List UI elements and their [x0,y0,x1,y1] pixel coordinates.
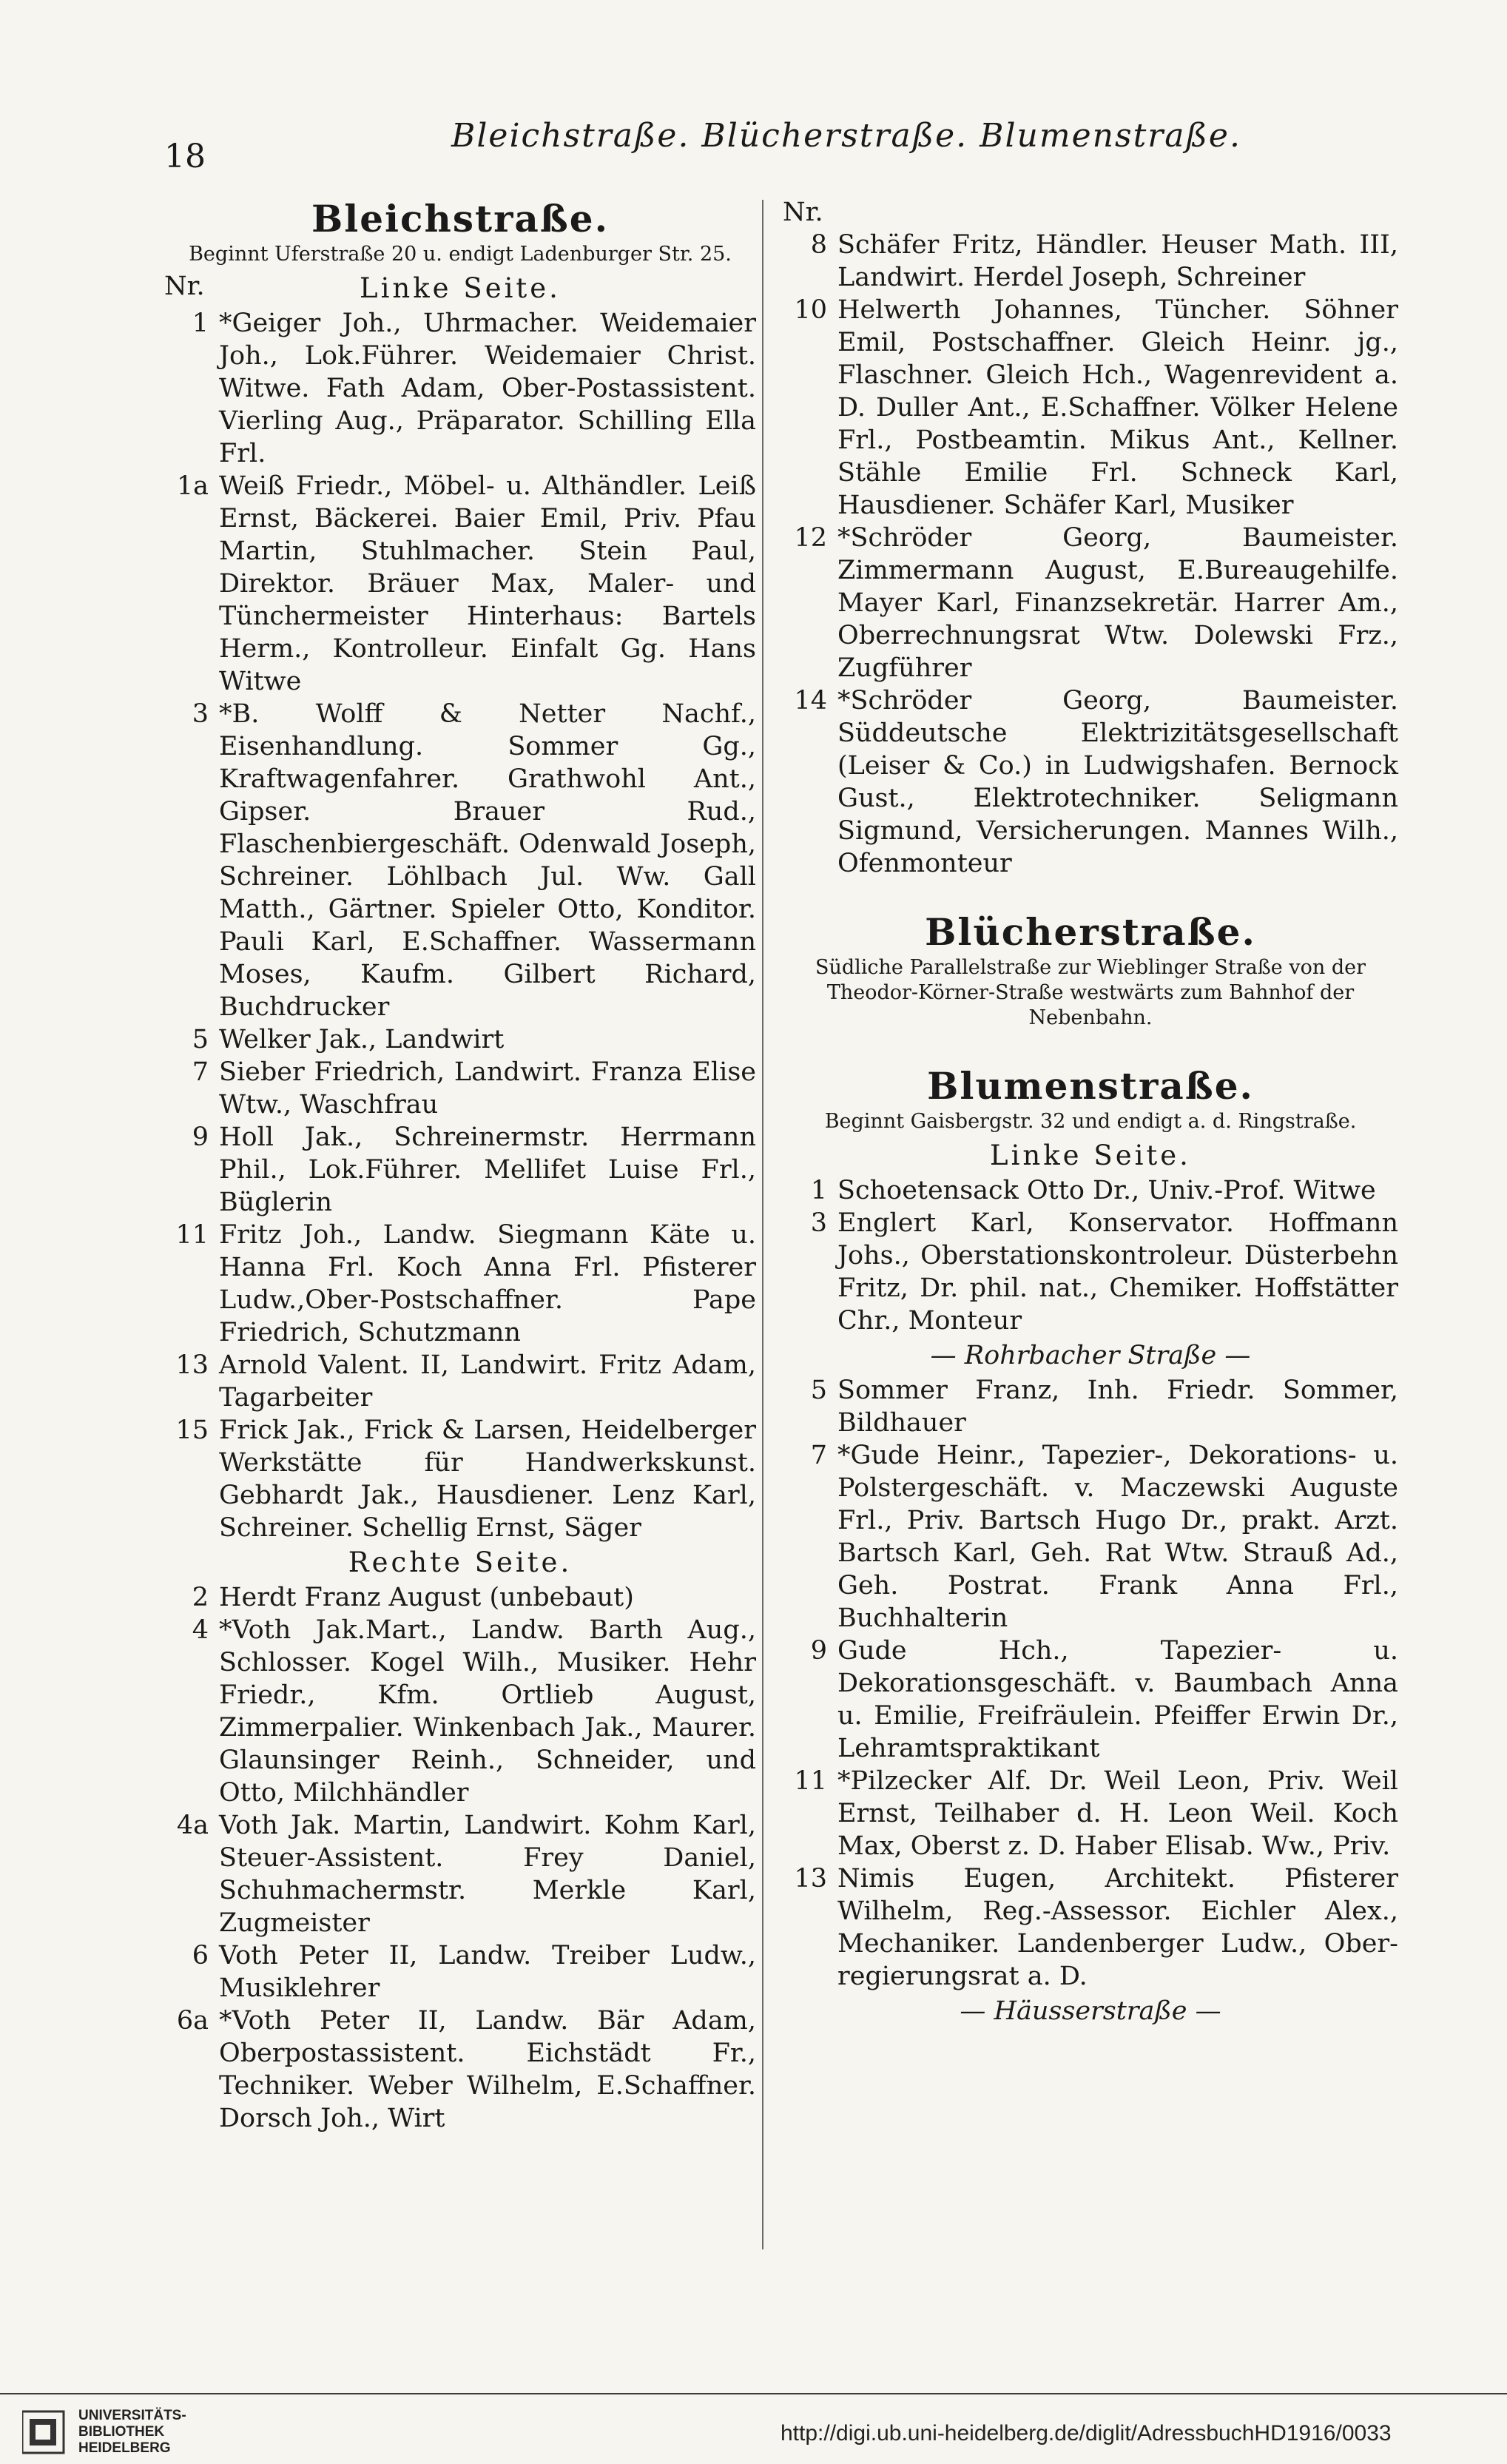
resident-text: Voth Peter II, Landw. Treiber Ludw., Musiklehrer [219,1941,756,2003]
list-item [783,1862,1398,1993]
entry-list-right-side [164,1581,756,2135]
resident-text: Frick Jak., Frick & Larsen, Heidelberger Werkstätte für Handwerkskunst. Gebhardt Jak., Hausdiener. Lenz Karl, Schreiner. Schellig Ernst, Säger [219,1416,756,1543]
house-number: 11 [175,1220,209,1250]
house-number: 1 [810,1176,827,1205]
house-number: 6a [176,2006,209,2036]
list-item [783,1374,1398,1439]
house-number: 5 [192,1025,209,1054]
resident-text: Fritz Joh., Landw. Siegmann Käte u. Hanna Frl. Koch Anna Frl. Pfisterer Ludw.,Ober-Postschaffner. Pape Friedrich, Schutzmann [219,1220,756,1347]
list-item [164,1939,756,2004]
resident-text: Sieber Friedrich, Landwirt. Franza Elise Wtw., Waschfrau [219,1057,756,1120]
house-number: 1 [192,309,209,338]
list-item [783,229,1398,294]
cross-street: — Häusserstraße — [960,1996,1221,2026]
house-number: 7 [192,1057,209,1087]
side-label-left: Linke Seite. [990,1140,1191,1171]
resident-text: Nimis Eugen, Architekt. Pfisterer Wilhelm, Reg.-Assessor. Eichler Alex., Mechaniker. Landenberger Ludw., Ober-regierungsrat a. D. [837,1864,1398,1991]
house-number: 3 [810,1208,827,1238]
house-number: 9 [192,1122,209,1152]
resident-text: *Gude Heinr., Tapezier-, Dekorations- u. Polstergeschäft. v. Maczewski Auguste Frl., Priv. Bartsch Hugo Dr., prakt. Arzt. Bartsch Karl, Geh. Rat Wtw. Strauß Ad., Geh. Postrat. Frank Anna Frl., Buchhalterin [837,1441,1398,1633]
house-number: 1a [176,471,209,501]
list-item [164,1614,756,1809]
list-item [783,522,1398,684]
house-number: 8 [810,230,827,260]
list-item [164,1121,756,1219]
list-item [783,684,1398,880]
list-item [783,1207,1398,1337]
cross-street: — Rohrbacher Straße — [930,1341,1251,1370]
list-item [783,1439,1398,1635]
house-number: 10 [794,295,827,325]
resident-text: Englert Karl, Konservator. Hoffmann Johs., Oberstationskontroleur. Düsterbehn Fritz, Dr. phil. nat., Chemiker. Hoffstätter Chr., Monteur [837,1208,1398,1336]
nr-label: Nr. [164,272,205,301]
footer-rule [0,2393,1507,2394]
entry-list-left-side [164,307,756,1544]
list-item [783,1174,1398,1207]
resident-text: Welker Jak., Landwirt [219,1025,505,1054]
house-number: 14 [794,686,827,716]
resident-text: Helwerth Johannes, Tüncher. Söhner Emil, Postschaffner. Gleich Heinr. jg., Flaschner. Gleich Hch., Wagenrevident a. D. Duller Ant., E.Schaffner. Völker Helene Frl., Postbeamtin. Mikus Ant., Kellner. Stähle Emilie Frl. Schneck Karl, Hausdiener. Schäfer Karl, Musiker [837,295,1398,520]
resident-text: *Pilzecker Alf. Dr. Weil Leon, Priv. Weil Ernst, Teilhaber d. H. Leon Weil. Koch Max, Oberst z. D. Haber Elisab. Ww., Priv. [837,1766,1398,1861]
house-number: 11 [794,1766,827,1796]
house-number: 2 [192,1583,209,1612]
house-number: 5 [810,1376,827,1405]
house-number: 13 [175,1350,209,1380]
house-number: 9 [810,1636,827,1666]
nr-label: Nr. [783,198,823,227]
resident-text: *B. Wolff & Netter Nachf., Eisenhandlung. Sommer Gg., Kraftwagenfahrer. Grathwohl Ant., Gipser. Brauer Rud., Flaschenbiergeschäft. Odenwald Joseph, Schreiner. Löhlbach Jul. Ww. Gall Matth., Gärtner. Spieler Otto, Konditor. Pauli Karl, E.Schaffner. Wassermann Moses, Kaufm. Gilbert Richard, Buchdrucker [219,699,756,1022]
house-number: 4a [176,1811,209,1840]
side-label-right: Rechte Seite. [348,1546,573,1578]
running-head: Bleichstraße. Blücherstraße. Blumenstraße. [451,117,1241,155]
column-divider [762,200,763,2249]
resident-text: Schoetensack Otto Dr., Univ.-Prof. Witwe [837,1176,1376,1205]
right-column [783,196,1398,2030]
list-item [164,1349,756,1414]
resident-text: *Voth Peter II, Landw. Bär Adam, Oberpostassistent. Eichstädt Fr., Techniker. Weber Wilhelm, E.Schaffner. Dorsch Joh., Wirt [219,2006,756,2133]
resident-text: Holl Jak., Schreinermstr. Herrmann Phil., Lok.Führer. Mellifet Luise Frl., Büglerin [219,1122,756,1217]
resident-text: Arnold Valent. II, Landwirt. Fritz Adam, Tagarbeiter [219,1350,756,1413]
list-item [164,698,756,1023]
library-name: UNIVERSITÄTS- BIBLIOTHEK HEIDELBERG [78,2408,186,2456]
list-item [783,294,1398,522]
resident-text: Weiß Friedr., Möbel- u. Althändler. Leiß Ernst, Bäckerei. Baier Emil, Priv. Pfau Martin, Stuhlmacher. Stein Paul, Direktor. Bräuer Max, Maler- und Tünchermeister Hinterhaus: Bartels Herm., Kontrolleur. Einfalt Gg. Hans Witwe [219,471,756,696]
resident-text: Schäfer Fritz, Händler. Heuser Math. III, Landwirt. Herdel Joseph, Schreiner [837,230,1398,292]
house-number: 13 [794,1864,827,1894]
resident-text: Voth Jak. Martin, Landwirt. Kohm Karl, Steuer-Assistent. Frey Daniel, Schuhmachermstr. Merkle Karl, Zugmeister [219,1811,756,1938]
list-item [783,1635,1398,1765]
entry-list-continued [783,229,1398,880]
list-item [164,470,756,698]
resident-text: Gude Hch., Tapezier- u. Dekorationsgeschäft. v. Baumbach Anna u. Emilie, Freifräulein. Pfeiffer Erwin Dr., Lehramtspraktikant [837,1636,1398,1763]
list-item [164,1809,756,1939]
resident-text: Sommer Franz, Inh. Friedr. Sommer, Bildhauer [837,1376,1398,1438]
house-number: 4 [192,1615,209,1645]
resident-text: Herdt Franz August (unbebaut) [219,1583,634,1612]
house-number: 12 [794,523,827,553]
list-item [164,1219,756,1349]
house-number: 6 [192,1941,209,1970]
side-label-left: Linke Seite. [360,272,561,304]
list-item [164,1414,756,1544]
resident-text: *Geiger Joh., Uhrmacher. Weidemaier Joh., Lok.Führer. Weidemaier Christ. Witwe. Fath Adam, Ober-Postassistent. Vierling Aug., Präparator. Schilling Ella Frl. [219,309,756,468]
source-url[interactable]: http://digi.ub.uni-heidelberg.de/diglit/AdressbuchHD1916/0033 [781,2421,1392,2446]
house-number: 7 [810,1441,827,1470]
street-title-bluecherstrasse: Blücherstraße. [925,910,1256,954]
list-item [783,1765,1398,1862]
list-item [164,1023,756,1056]
resident-text: *Voth Jak.Mart., Landw. Barth Aug., Schlosser. Kogel Wilh., Musiker. Hehr Friedr., Kfm. Ortlieb August, Zimmerpalier. Winkenbach Jak., Maurer. Glaunsinger Reinh., Schneider, und Otto, Milchhändler [219,1615,756,1808]
list-item [164,307,756,470]
list-item [164,2004,756,2135]
street-description: Beginnt Gaisbergstr. 32 und endigt a. d. Ringstraße. [824,1110,1357,1133]
house-number: 15 [175,1416,209,1445]
entry-list-blumen-b [783,1374,1398,1993]
house-number: 3 [192,699,209,729]
street-description: Südliche Parallelstraße zur Wieblinger Straße von der Theodor-Körner-Straße westwärts zum Bahnhof der Nebenbahn. [815,956,1366,1029]
left-column [164,196,756,2135]
resident-text: *Schröder Georg, Baumeister. Süddeutsche Elektrizitätsgesellschaft (Leiser & Co.) in Ludwigshafen. Bernock Gust., Elektrotechniker. Seligmann Sigmund, Versicherungen. Mannes Wilh., Ofenmonteur [837,686,1398,878]
list-item [164,1056,756,1121]
list-item [164,1581,756,1614]
street-title-bleichstrasse: Bleichstraße. [311,197,610,240]
library-logo [22,2408,186,2457]
street-description: Beginnt Uferstraße 20 u. endigt Ladenburger Str. 25. [189,243,732,266]
page-number: 18 [164,138,206,175]
resident-text: *Schröder Georg, Baumeister. Zimmermann August, E.Bureaugehilfe. Mayer Karl, Finanzsekretär. Harrer Am., Oberrechnungsrat Wtw. Dolewski Frz., Zugführer [837,523,1398,683]
entry-list-blumen-a [783,1174,1398,1337]
street-title-blumenstrasse: Blumenstraße. [927,1064,1254,1108]
